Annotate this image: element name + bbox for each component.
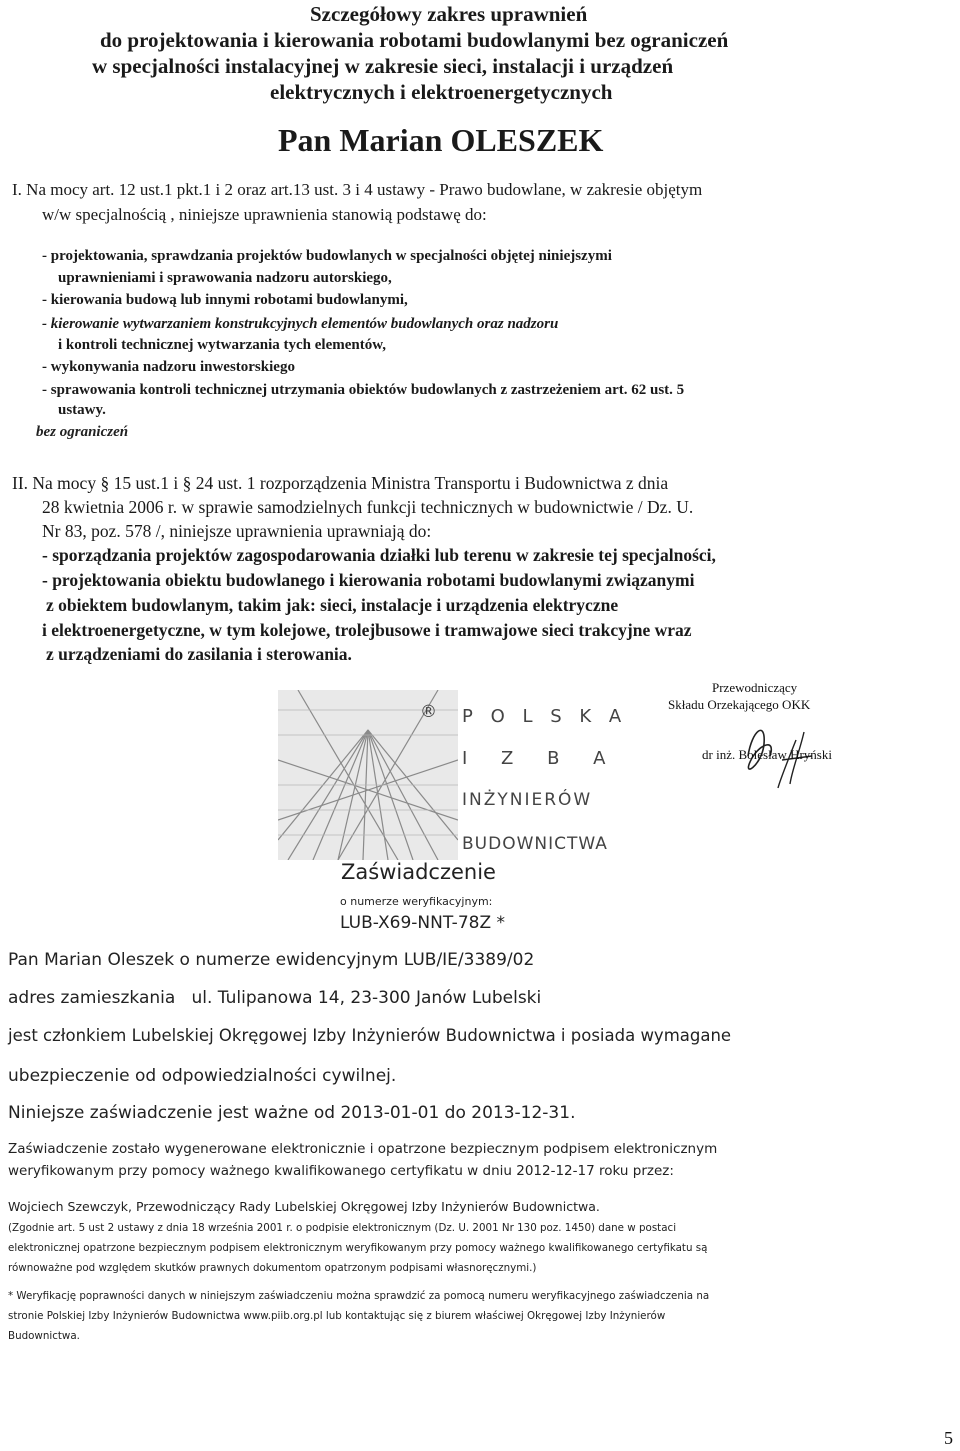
certificate-line-2: adres zamieszkania ul. Tulipanowa 14, 23-300 Janów Lubelski <box>8 988 542 1008</box>
certificate-generated-1: Zaświadczenie zostało wygenerowane elektronicznie i opatrzone bezpiecznym podpisem elektronicznym <box>8 1141 718 1157</box>
certificate-signer: Wojciech Szewczyk, Przewodniczący Rady Lubelskiej Okręgowej Izby Inżynierów Budownictwa. <box>8 1199 600 1214</box>
section1-item-4: i kontroli technicznej wytwarzania tych elementów, <box>58 337 387 353</box>
section2-bold-4: z urządzeniami do zasilania i sterowania. <box>46 644 352 664</box>
signature-role-2: Składu Orzekającego OKK <box>668 697 811 712</box>
section1-closing: bez ograniczeń <box>36 424 129 440</box>
certificate-legal-2: elektronicznej opatrzone bezpiecznym podpisem elektronicznym weryfikowanym przy pomocy ważnego kwalifikowanego certyfikatu są <box>8 1242 708 1254</box>
section1-item-0: - projektowania, sprawdzania projektów budowlanych w specjalności objętej niniejszymi <box>42 248 612 264</box>
certificate-verify-code: LUB-X69-NNT-78Z * <box>340 913 506 933</box>
section1-item-1: uprawnieniami i sprawowania nadzoru autorskiego, <box>58 270 392 286</box>
logo-text-inzynierow: INŻYNIERÓW <box>462 790 593 810</box>
section1-item-6: - sprawowania kontroli technicznej utrzymania obiektów budowlanych z zastrzeżeniem art. 62 ust. 5 <box>42 382 685 398</box>
certificate-title: Zaświadczenie <box>341 860 496 884</box>
certificate-line-1: Pan Marian Oleszek o numerze ewidencyjnym LUB/IE/3389/02 <box>8 950 535 970</box>
signature-name: dr inż. Bolesław Hryński <box>702 747 832 762</box>
signature-role-1: Przewodniczący <box>712 680 798 695</box>
section1-item-7: ustawy. <box>58 402 106 418</box>
section1-item-2: - kierowania budową lub innymi robotami budowlanymi, <box>42 292 408 308</box>
section2-line-2: 28 kwietnia 2006 r. w sprawie samodzielnych funkcji technicznych w budownictwie / Dz. U. <box>42 497 694 517</box>
section2-bold-2: z obiektem budowlanym, takim jak: sieci, instalacje i urządzenia elektryczne <box>46 595 619 615</box>
certificate-legal-3: równoważne pod względem skutków prawnych dokumentom opatrzonym podpisami własnoręcznymi.) <box>8 1262 537 1274</box>
page-number: 5 <box>944 1428 953 1448</box>
logo-text-izba: I Z B A <box>462 748 620 769</box>
section2-bold-1: - projektowania obiektu budowlanego i kierowania robotami budowlanymi związanymi <box>42 570 695 590</box>
section1-item-5: - wykonywania nadzoru inwestorskiego <box>42 359 295 375</box>
section1-line-1: I. Na mocy art. 12 ust.1 pkt.1 i 2 oraz art.13 ust. 3 i 4 ustawy - Prawo budowlane, w zakresie objętym <box>12 180 703 199</box>
header-line-4: elektrycznych i elektroenergetycznych <box>270 80 613 104</box>
section1-item-3: - kierowanie wytwarzaniem konstrukcyjnych elementów budowlanych oraz nadzoru <box>42 316 559 332</box>
certificate-verify-label: o numerze weryfikacyjnym: <box>340 895 493 908</box>
section2-line-1: II. Na mocy § 15 ust.1 i § 24 ust. 1 rozporządzenia Ministra Transportu i Budownictwa z dnia <box>12 473 669 493</box>
header-line-1: Szczegółowy zakres uprawnień <box>310 2 588 26</box>
logo-text-budownictwa: BUDOWNICTWA <box>462 834 608 854</box>
certificate-line-4: ubezpieczenie od odpowiedzialności cywilnej. <box>8 1066 397 1086</box>
registered-mark: ® <box>420 702 437 722</box>
certificate-note-1: * Weryfikację poprawności danych w niniejszym zaświadczeniu można sprawdzić za pomocą numeru weryfikacyjnego zaświadczenia na <box>8 1290 710 1302</box>
header-line-2: do projektowania i kierowania robotami budowlanymi bez ograniczeń <box>100 28 729 52</box>
certificate-generated-2: weryfikowanym przy pomocy ważnego kwalifikowanego certyfikatu w dniu 2012-12-17 roku przez: <box>8 1163 674 1179</box>
section2-bold-0: - sporządzania projektów zagospodarowania działki lub terenu w zakresie tej specjalności, <box>42 545 716 565</box>
certificate-validity: Niniejsze zaświadczenie jest ważne od 2013-01-01 do 2013-12-31. <box>8 1103 576 1123</box>
section2-bold-3: i elektroenergetyczne, w tym kolejowe, trolejbusowe i tramwajowe sieci trakcyjne wraz <box>42 620 692 640</box>
certificate-note-3: Budownictwa. <box>8 1330 80 1342</box>
section2-line-3: Nr 83, poz. 578 /, niniejsze uprawnienia uprawniają do: <box>42 521 432 541</box>
header-line-3: w specjalności instalacyjnej w zakresie sieci, instalacji i urządzeń <box>92 54 674 78</box>
section1-line-2: w/w specjalnością , niniejsze uprawnienia stanowią podstawę do: <box>42 205 487 224</box>
person-name: Pan Marian OLESZEK <box>278 122 604 158</box>
certificate-legal-1: (Zgodnie art. 5 ust 2 ustawy z dnia 18 września 2001 r. o podpisie elektronicznym (Dz. U. 2001 Nr 130 poz. 1450) dane w postaci <box>8 1222 677 1234</box>
certificate-note-2: stronie Polskiej Izby Inżynierów Budownictwa www.piib.org.pl lub kontaktując się z biurem właściwej Okręgowej Izby Inżynierów <box>8 1310 666 1322</box>
logo-text-polska: P O L S K A <box>462 706 628 727</box>
certificate-line-3: jest członkiem Lubelskiej Okręgowej Izby Inżynierów Budownictwa i posiada wymagane <box>8 1026 732 1045</box>
